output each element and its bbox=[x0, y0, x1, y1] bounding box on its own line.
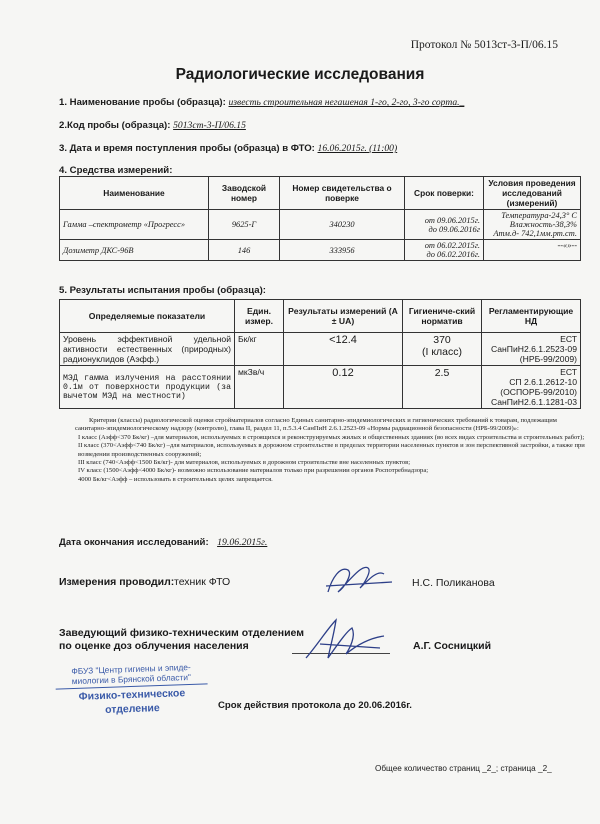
instrument-cert: 333956 bbox=[280, 240, 405, 261]
nd-line: СП 2.6.1.2612-10 bbox=[509, 377, 577, 387]
measured-role: техник ФТО bbox=[174, 576, 231, 588]
measured-label: Измерения проводил: bbox=[59, 576, 175, 588]
signature-1 bbox=[318, 556, 398, 600]
criteria-class: 4000 Бк/кг<Аэфф – использовать в строительных целях запрещается. bbox=[78, 475, 273, 483]
table-header: Результаты измерений (А ± UА) bbox=[284, 300, 403, 333]
table-header-row bbox=[60, 177, 581, 210]
table-row bbox=[60, 366, 581, 409]
table-header: Един. измер. bbox=[235, 300, 284, 333]
nd-line: СанПиН2.6.1.1281-03 bbox=[490, 397, 577, 407]
stamp bbox=[55, 661, 209, 732]
unit: мкЗв/ч bbox=[235, 366, 284, 409]
table-header: Заводской номер bbox=[209, 177, 280, 210]
section-5-label: 5. Результаты испытания пробы (образца): bbox=[59, 285, 266, 296]
section-1 bbox=[59, 97, 464, 108]
stamp-line: ФБУЗ "Центр гигиены и эпиде- bbox=[71, 661, 191, 677]
result-value: <12.4 bbox=[284, 333, 403, 366]
section-2 bbox=[59, 120, 246, 131]
stamp-org bbox=[55, 661, 208, 689]
criteria-block bbox=[75, 417, 585, 484]
sample-code: 5013ст-3-П/06.15 bbox=[173, 120, 246, 131]
criteria-class: IV класс (1500<Аэфф<4000 Бк/кг)- возможно использование материалов только при разрешении органов Роспотребнадзора; bbox=[78, 467, 429, 475]
instrument-serial: 9625-Г bbox=[209, 210, 280, 240]
stamp-line: отделение bbox=[104, 702, 160, 716]
head-label-1: Заведующий физико-техническим отделением bbox=[59, 627, 305, 639]
table-row bbox=[60, 210, 581, 240]
nd-line: (НРБ-99/2009) bbox=[519, 354, 577, 364]
completion-date: 19.06.2015г. bbox=[217, 537, 268, 548]
condition-same: --«»-- bbox=[557, 241, 577, 250]
page-footer: Общее количество страниц _2_; страница _2_ bbox=[375, 764, 552, 773]
head-label-2: по оценке доз облучения населения bbox=[59, 640, 249, 652]
instrument-name: Гамма –спектрометр «Прогресс» bbox=[60, 210, 209, 240]
instrument-name: Дозиметр ДКС-96В bbox=[60, 240, 209, 261]
instruments-table bbox=[59, 176, 581, 261]
nd-line: ЕСТ bbox=[560, 334, 577, 344]
receipt-datetime: 16.06.2015г. (11:00) bbox=[317, 143, 398, 154]
table-header: Условия проведения исследований (измерений) bbox=[484, 177, 581, 210]
nd-line: (ОСПОРБ-99/2010) bbox=[500, 387, 577, 397]
period-from: от 09.06.2015г. bbox=[424, 215, 480, 225]
page-title: Радиологические исследования bbox=[175, 66, 425, 83]
section-2-label: 2.Код пробы (образца): bbox=[59, 120, 171, 131]
nd-line: СанПиН2.6.1.2523-09 bbox=[490, 344, 577, 354]
measured-name: Н.С. Поликанова bbox=[412, 577, 495, 589]
protocol-number: Протокол № 5013ст-3-П/06.15 bbox=[410, 39, 558, 51]
instrument-cert: 340230 bbox=[280, 210, 405, 240]
instrument-period bbox=[405, 210, 484, 240]
instrument-conditions bbox=[484, 210, 581, 240]
criteria-class: II класс (370<Аэфф<740 Бк/кг) –для материалов, используемых в дорожном строительстве в пределах территории населенных пунктов и зон перспективной застройки, а также при возведении производственных сооружений; bbox=[78, 442, 585, 458]
completion-label: Дата окончания исследований: bbox=[59, 537, 209, 548]
result-value: 0.12 bbox=[284, 366, 403, 409]
norm-value: 370 bbox=[433, 334, 451, 346]
table-header: Определяемые показатели bbox=[60, 300, 235, 333]
table-row bbox=[60, 333, 581, 366]
criteria-class: I класс (Аэфф<370 Бк/кг) –для материалов, используемых в строящихся и реконструируемых жилых и общественных зданиях (во всех видах строительства и строительных работ); bbox=[78, 433, 585, 441]
norm-value: 2.5 bbox=[434, 367, 450, 379]
regulatory-docs bbox=[482, 333, 581, 366]
table-header: Гигиениче-ский норматив bbox=[403, 300, 482, 333]
unit: Бк/кг bbox=[235, 333, 284, 366]
instrument-period bbox=[405, 240, 484, 261]
norm-class: (I класс) bbox=[421, 346, 462, 358]
criteria-class: III класс (740<Аэфф<1500 Бк/кг)- для материалов, используемых в дорожном строительстве вне населенных пунктов; bbox=[78, 459, 411, 467]
indicator: Уровень эффективной удельной активности естественных (природных) радионуклидов (Аэфф.) bbox=[60, 333, 235, 366]
period-from: от 06.02.2015г. bbox=[424, 241, 480, 250]
criteria-intro: Критерии (классы) радиологической оценки стройматериалов согласно Единых санитарно-эпидемиологических и гигиенических требований к товарам, подлежащим санитарно-эпидемиологическому надзору (контролю), глава II, раздел 11, п.5.3.4 СанПиН 2.6.1.2523-09 «Нормы радиационной безопасности (НРБ-99/2009)»: bbox=[75, 417, 557, 433]
section-3 bbox=[59, 143, 397, 154]
table-row bbox=[60, 240, 581, 261]
period-to: до 09.06.2016г bbox=[428, 224, 480, 234]
stamp-line: Физико-техническое bbox=[78, 687, 186, 703]
section-4-label: 4. Средства измерений: bbox=[59, 165, 173, 176]
hygienic-norm bbox=[403, 333, 482, 366]
instrument-conditions bbox=[484, 240, 581, 261]
condition-humidity: Влажность-38,3% bbox=[509, 220, 577, 229]
sample-name: известь строительная негашеная 1-го, 2-го, 3-го сорта._ bbox=[228, 97, 465, 108]
signature-2 bbox=[300, 614, 390, 666]
section-3-label: 3. Дата и время поступления пробы (образца) в ФТО: bbox=[59, 143, 315, 154]
completion-line bbox=[59, 537, 267, 548]
table-header-row bbox=[60, 300, 581, 333]
table-header: Номер свидетельства о поверке bbox=[280, 177, 405, 210]
stamp-line: миологии в Брянской области" bbox=[71, 671, 192, 687]
table-header: Наименование bbox=[60, 177, 209, 210]
period-to: до 06.02.2016г. bbox=[426, 250, 480, 259]
instrument-serial: 146 bbox=[209, 240, 280, 261]
head-name: А.Г. Сосницкий bbox=[413, 640, 492, 652]
table-header: Регламентирующие НД bbox=[482, 300, 581, 333]
indicator: МЭД гамма излучения на расстоянии 0.1м от поверхности продукции (за вычетом МЭД на местности) bbox=[60, 366, 235, 409]
results-table bbox=[59, 299, 581, 409]
validity-line: Срок действия протокола до 20.06.2016г. bbox=[218, 700, 412, 711]
condition-temperature: Температура-24,3° С bbox=[501, 211, 577, 220]
regulatory-docs bbox=[482, 366, 581, 409]
hygienic-norm bbox=[403, 366, 482, 409]
section-1-label: 1. Наименование пробы (образца): bbox=[59, 97, 226, 108]
table-header: Срок поверки: bbox=[405, 177, 484, 210]
condition-pressure: Атм.д- 742,1мм.рт.ст. bbox=[493, 229, 577, 238]
nd-line: ЕСТ bbox=[560, 367, 577, 377]
